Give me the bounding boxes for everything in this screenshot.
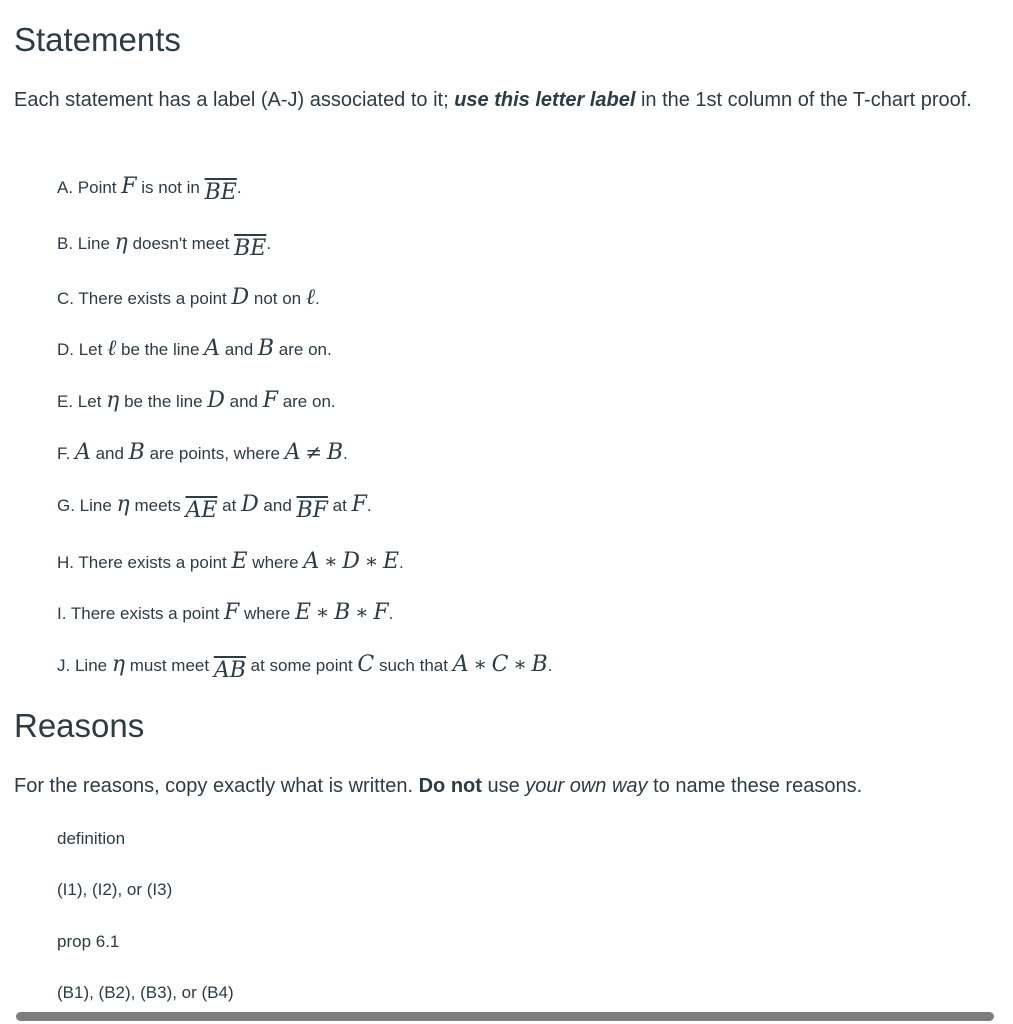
statement-f: F. A and B are points, where A ≠ B. [57, 440, 348, 465]
own-way-emphasis: your own way [525, 775, 648, 797]
statements-heading: Statements [14, 21, 181, 58]
statement-g: G. Line η meets $\overline{AE}$ at D and $\overline{BF}$ at F. [57, 492, 372, 523]
letter-label-emphasis: use this letter label [454, 89, 636, 111]
statements-intro: Each statement has a label (A-J) associated to it; use this letter label in the 1st column of the T-chart proof. [14, 89, 972, 111]
statement-a: A. Point F is not in $\overline{BE}$. [57, 174, 242, 205]
reasons-heading: Reasons [14, 707, 145, 744]
statement-c: C. There exists a point D not on ℓ. [57, 285, 320, 310]
reason-incidence: (I1), (I2), or (I3) [57, 880, 173, 899]
reason-prop-6-1: prop 6.1 [57, 932, 120, 951]
statement-h: H. There exists a point E where A ∗ D ∗ E. [57, 549, 404, 574]
statement-i: I. There exists a point F where E ∗ B ∗ F. [57, 600, 394, 625]
statement-j: J. Line η must meet $\overline{AB}$ at some point C such that A ∗ C ∗ B. [57, 652, 553, 683]
reasons-intro: For the reasons, copy exactly what is written. Do not use your own way to name these reasons. [14, 775, 863, 797]
do-not-emphasis: Do not [418, 775, 482, 797]
horizontal-scrollbar[interactable] [16, 1012, 994, 1021]
statement-b: B. Line η doesn't meet $\overline{BE}$. [57, 230, 272, 261]
statement-e: E. Let η be the line D and F are on. [57, 388, 336, 413]
reason-betweenness: (B1), (B2), (B3), or (B4) [57, 983, 234, 1002]
reason-definition: definition [57, 829, 126, 848]
statement-d: D. Let ℓ be the line A and B are on. [57, 336, 332, 361]
